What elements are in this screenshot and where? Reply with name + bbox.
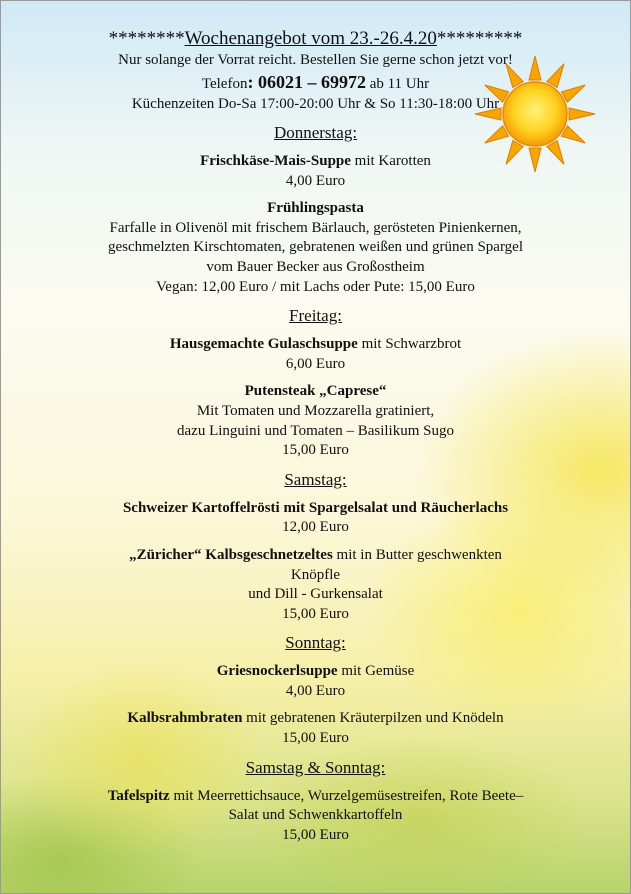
menu-flyer [40, 28, 591, 845]
phone-line: Telefon: 06021 – 69972 ab 11 Uhr [201, 72, 430, 92]
dish-name: Tafelspitz [107, 787, 170, 804]
dish-description-line: Mit Tomaten und Mozzarella gratiniert, [196, 402, 435, 419]
dish-description: mit Karotten [350, 153, 431, 169]
dish-name: Hausgemachte Gulaschsuppe [169, 336, 358, 353]
menu-item [40, 335, 591, 374]
day-section [40, 305, 591, 461]
day-heading: Samstag: [284, 469, 347, 489]
menu-item-name [40, 787, 591, 807]
dish-description-line: vom Bauer Becker aus Großostheim [206, 258, 425, 275]
day-heading: Samstag & Sonntag: [245, 757, 386, 777]
menu-item-name [40, 199, 591, 219]
dish-description: mit in Butter geschwenkten [332, 546, 502, 563]
dish-description-line: Knöpfle [290, 566, 341, 583]
day-section [40, 469, 591, 625]
menu-item [40, 662, 591, 701]
dish-description-line: dazu Linguini und Tomaten – Basilikum Sugo [177, 422, 454, 439]
dish-name: Kalbsrahmbraten [127, 710, 243, 727]
dish-description: mit Schwarzbrot [357, 336, 462, 353]
menu-item [40, 499, 591, 538]
day-heading: Donnerstag: [273, 123, 358, 142]
menu-item [40, 152, 591, 191]
dish-price: 4,00 Euro [285, 172, 346, 189]
menu-item-name [40, 152, 591, 172]
dish-description-line: Salat und Schwenkkartoffeln [228, 807, 403, 824]
day-section [40, 757, 591, 846]
flyer-title: ********Wochenangebot vom 23.-26.4.20********* [108, 28, 523, 49]
dish-price: 12,00 Euro [282, 519, 349, 536]
dish-description-line: Farfalle in Olivenöl mit frischem Bärlauch, gerösteten Pinienkernen, [109, 219, 522, 236]
menu-item-name [40, 499, 591, 519]
phone-number: : 06021 – 69972 [247, 72, 366, 92]
dish-price: Vegan: 12,00 Euro / mit Lachs oder Pute: 15,00 Euro [156, 278, 475, 295]
menu-item-name [40, 662, 591, 682]
menu-item [40, 709, 591, 748]
kitchen-hours: Küchenzeiten Do-Sa 17:00-20:00 Uhr & So 11:30-18:00 Uhr [131, 96, 500, 112]
preorder-notice: Nur solange der Vorrat reicht. Bestellen Sie gerne schon jetzt vor! [118, 52, 513, 68]
day-sections [40, 122, 591, 845]
menu-item-name [40, 382, 591, 402]
dish-description: mit gebratenen Kräuterpilzen und Knödeln [242, 710, 504, 727]
dish-description: mit Gemüse [337, 663, 415, 680]
dish-price: 15,00 Euro [282, 605, 349, 622]
dish-name: Griesnockerlsuppe [216, 663, 338, 680]
day-section [40, 122, 591, 297]
menu-item-name [40, 546, 591, 566]
dish-name: Putensteak „Caprese“ [244, 383, 387, 400]
dish-price: 15,00 Euro [282, 442, 349, 459]
menu-item [40, 787, 591, 846]
dish-price: 6,00 Euro [285, 355, 346, 372]
menu-item [40, 546, 591, 624]
dish-description: mit Meerrettichsauce, Wurzelgemüsestreifen, Rote Beete– [169, 787, 524, 804]
dish-name: „Züricher“ Kalbsgeschnetzeltes [129, 546, 333, 563]
menu-item-name [40, 335, 591, 355]
dish-price: 15,00 Euro [282, 730, 349, 747]
dish-price: 4,00 Euro [285, 682, 346, 699]
day-section [40, 632, 591, 748]
day-heading: Sonntag: [285, 633, 346, 653]
dish-description-line: und Dill - Gurkensalat [248, 586, 383, 603]
day-heading: Freitag: [289, 306, 342, 326]
dish-name: Schweizer Kartoffelrösti mit Spargelsalat und Räucherlachs [122, 499, 509, 516]
dish-price: 15,00 Euro [282, 826, 349, 843]
menu-item [40, 382, 591, 460]
dish-name: Frischkäse-Mais-Suppe [200, 153, 351, 169]
menu-item [40, 199, 591, 297]
dish-name: Frühlingspasta [267, 200, 364, 217]
dish-description-line: geschmelzten Kirschtomaten, gebratenen weißen und grünen Spargel [108, 239, 523, 256]
menu-item-name [40, 709, 591, 729]
